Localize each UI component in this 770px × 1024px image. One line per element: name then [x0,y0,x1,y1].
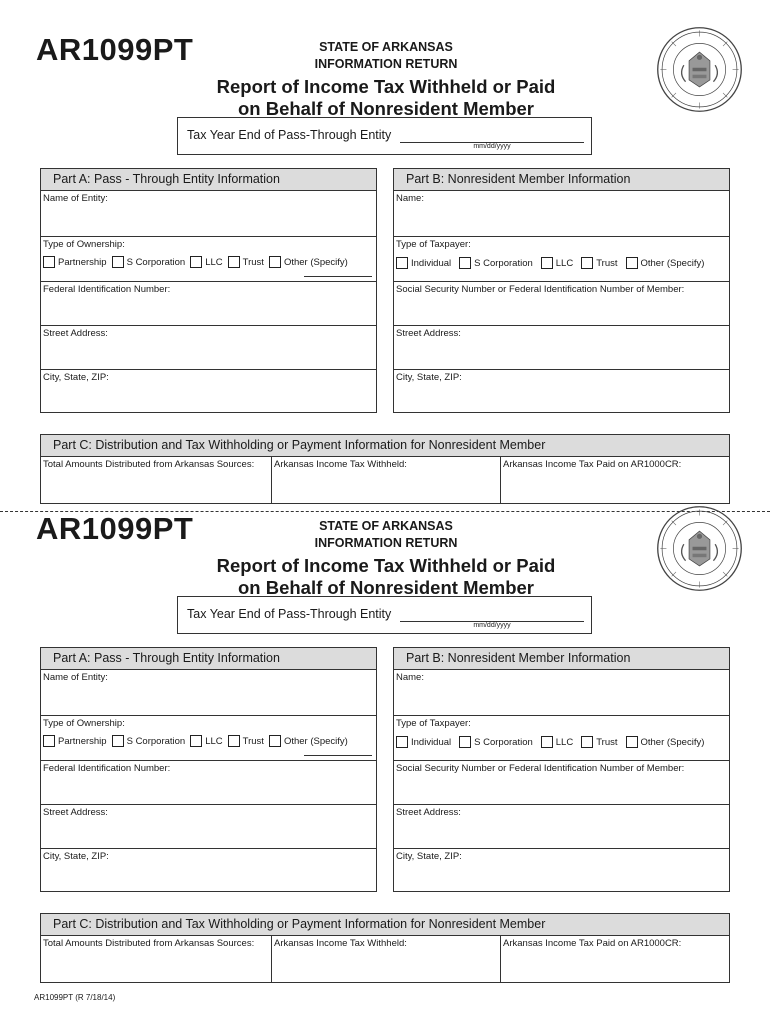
fein-label: Federal Identification Number: [43,763,171,774]
part-a-section [40,168,377,413]
city-state-zip-field[interactable] [41,369,376,412]
option-label: S Corporation [126,735,186,747]
city-state-zip-label: City, State, ZIP: [43,372,109,383]
part-c-heading: Part C: Distribution and Tax Withholding or Payment Information for Nonresident Member [41,914,729,936]
ssn-fein-field[interactable] [394,760,729,805]
form-id: AR1099PT [36,511,194,546]
taxpayer-options [396,736,704,748]
option-label: Individual [411,257,452,269]
trust-checkbox[interactable] [228,256,240,268]
form-title [186,76,586,120]
street-address-field[interactable] [41,325,376,370]
trust-checkbox[interactable] [581,736,593,748]
option-label: Trust [242,735,264,747]
fein-field[interactable] [41,281,376,326]
other-checkbox[interactable] [269,735,281,747]
member-name-label: Name: [396,672,424,683]
option-label: S Corporation [474,257,533,269]
ssn-fein-label: Social Security Number or Federal Identification Number of Member: [396,284,685,295]
date-format-hint: mm/dd/yyyy [473,622,511,629]
tax-withheld-label: Arkansas Income Tax Withheld: [274,459,407,470]
individual-checkbox[interactable] [396,257,408,269]
llc-checkbox[interactable] [190,735,202,747]
trust-checkbox[interactable] [228,735,240,747]
other-specify-input[interactable] [304,276,372,277]
city-state-zip-label: City, State, ZIP: [396,372,462,383]
part-a-heading: Part A: Pass - Through Entity Information [41,648,376,670]
state-line: STATE OF ARKANSAS [319,519,453,533]
entity-name-field[interactable] [41,669,376,716]
part-c-fields [41,935,729,982]
state-seal-icon [656,505,743,592]
option-label: Trust [596,736,618,748]
option-label: LLC [555,257,574,269]
other-checkbox[interactable] [626,257,638,269]
ssn-fein-label: Social Security Number or Federal Identification Number of Member: [396,763,685,774]
member-name-label: Name: [396,193,424,204]
option-label: S Corporation [126,256,186,268]
total-distributed-label: Total Amounts Distributed from Arkansas Sources: [43,459,255,470]
tax-year-box [177,596,592,634]
ssn-fein-field[interactable] [394,281,729,326]
title-line-2: on Behalf of Nonresident Member [237,98,535,119]
form-revision: AR1099PT (R 7/18/14) [34,993,116,1002]
entity-name-label: Name of Entity: [43,672,108,683]
entity-name-label: Name of Entity: [43,193,108,204]
form-id: AR1099PT [36,32,194,67]
partnership-checkbox[interactable] [43,735,55,747]
tax-year-label: Tax Year End of Pass-Through Entity [187,607,392,621]
taxpayer-type-label: Type of Taxpayer: [396,239,471,250]
tax-paid-label: Arkansas Income Tax Paid on AR1000CR: [503,459,682,470]
option-label: Trust [596,257,618,269]
s-corporation-checkbox[interactable] [112,735,124,747]
s-corporation-checkbox[interactable] [459,736,471,748]
title-line-1: Report of Income Tax Withheld or Paid [216,76,556,97]
return-type-line: INFORMATION RETURN [314,57,458,71]
option-label: Other (Specify) [640,736,705,748]
fein-label: Federal Identification Number: [43,284,171,295]
total-distributed-field[interactable] [41,935,272,982]
option-label: Individual [411,736,452,748]
form-copy-1 [0,0,770,480]
tax-year-box [177,117,592,155]
option-label: Trust [242,256,264,268]
part-b-heading: Part B: Nonresident Member Information [394,169,729,191]
option-label: S Corporation [474,736,533,748]
part-c-section [40,913,730,983]
entity-name-field[interactable] [41,190,376,237]
part-b-section [393,647,730,892]
member-name-field[interactable] [394,190,729,237]
part-c-heading: Part C: Distribution and Tax Withholding or Payment Information for Nonresident Member [41,435,729,457]
tax-withheld-field[interactable] [272,935,501,982]
part-b-heading: Part B: Nonresident Member Information [394,648,729,670]
llc-checkbox[interactable] [541,736,553,748]
tax-paid-field[interactable] [501,935,729,982]
title-line-1: Report of Income Tax Withheld or Paid [216,555,556,576]
trust-checkbox[interactable] [581,257,593,269]
option-label: Partnership [58,735,107,747]
tax-year-label: Tax Year End of Pass-Through Entity [187,128,392,142]
state-heading [303,39,469,73]
other-checkbox[interactable] [269,256,281,268]
tax-paid-label: Arkansas Income Tax Paid on AR1000CR: [503,938,682,949]
street-address-field[interactable] [394,804,729,849]
other-checkbox[interactable] [626,736,638,748]
taxpayer-type-label: Type of Taxpayer: [396,718,471,729]
taxpayer-type-field [394,715,729,761]
part-a-heading: Part A: Pass - Through Entity Information [41,169,376,191]
partnership-checkbox[interactable] [43,256,55,268]
ownership-options [43,735,353,747]
ownership-label: Type of Ownership: [43,239,125,250]
state-heading [303,518,469,552]
form-title [186,555,586,599]
ownership-field [41,236,376,282]
ownership-label: Type of Ownership: [43,718,125,729]
state-seal-icon [656,26,743,113]
return-type-line: INFORMATION RETURN [314,536,458,550]
part-a-section [40,647,377,892]
fein-field[interactable] [41,760,376,805]
city-state-zip-field[interactable] [394,848,729,891]
date-format-hint: mm/dd/yyyy [473,143,511,150]
street-address-field[interactable] [394,325,729,370]
total-distributed-label: Total Amounts Distributed from Arkansas Sources: [43,938,255,949]
individual-checkbox[interactable] [396,736,408,748]
street-address-label: Street Address: [43,328,108,339]
option-label: LLC [555,736,574,748]
city-state-zip-field[interactable] [41,848,376,891]
city-state-zip-field[interactable] [394,369,729,412]
option-label: Partnership [58,256,107,268]
option-label: Other (Specify) [283,735,348,747]
street-address-label: Street Address: [43,807,108,818]
state-line: STATE OF ARKANSAS [319,40,453,54]
street-address-field[interactable] [41,804,376,849]
street-address-label: Street Address: [396,328,461,339]
member-name-field[interactable] [394,669,729,716]
s-corporation-checkbox[interactable] [112,256,124,268]
ownership-field [41,715,376,761]
option-label: Other (Specify) [640,257,705,269]
other-specify-input[interactable] [304,755,372,756]
option-label: LLC [205,735,223,747]
taxpayer-options [396,257,704,269]
option-label: LLC [205,256,223,268]
taxpayer-type-field [394,236,729,282]
part-b-section [393,168,730,413]
form-copy-2 [0,479,770,959]
llc-checkbox[interactable] [541,257,553,269]
city-state-zip-label: City, State, ZIP: [396,851,462,862]
tax-withheld-label: Arkansas Income Tax Withheld: [274,938,407,949]
street-address-label: Street Address: [396,807,461,818]
llc-checkbox[interactable] [190,256,202,268]
city-state-zip-label: City, State, ZIP: [43,851,109,862]
ownership-options [43,256,353,268]
s-corporation-checkbox[interactable] [459,257,471,269]
option-label: Other (Specify) [283,256,348,268]
title-line-2: on Behalf of Nonresident Member [237,577,535,598]
